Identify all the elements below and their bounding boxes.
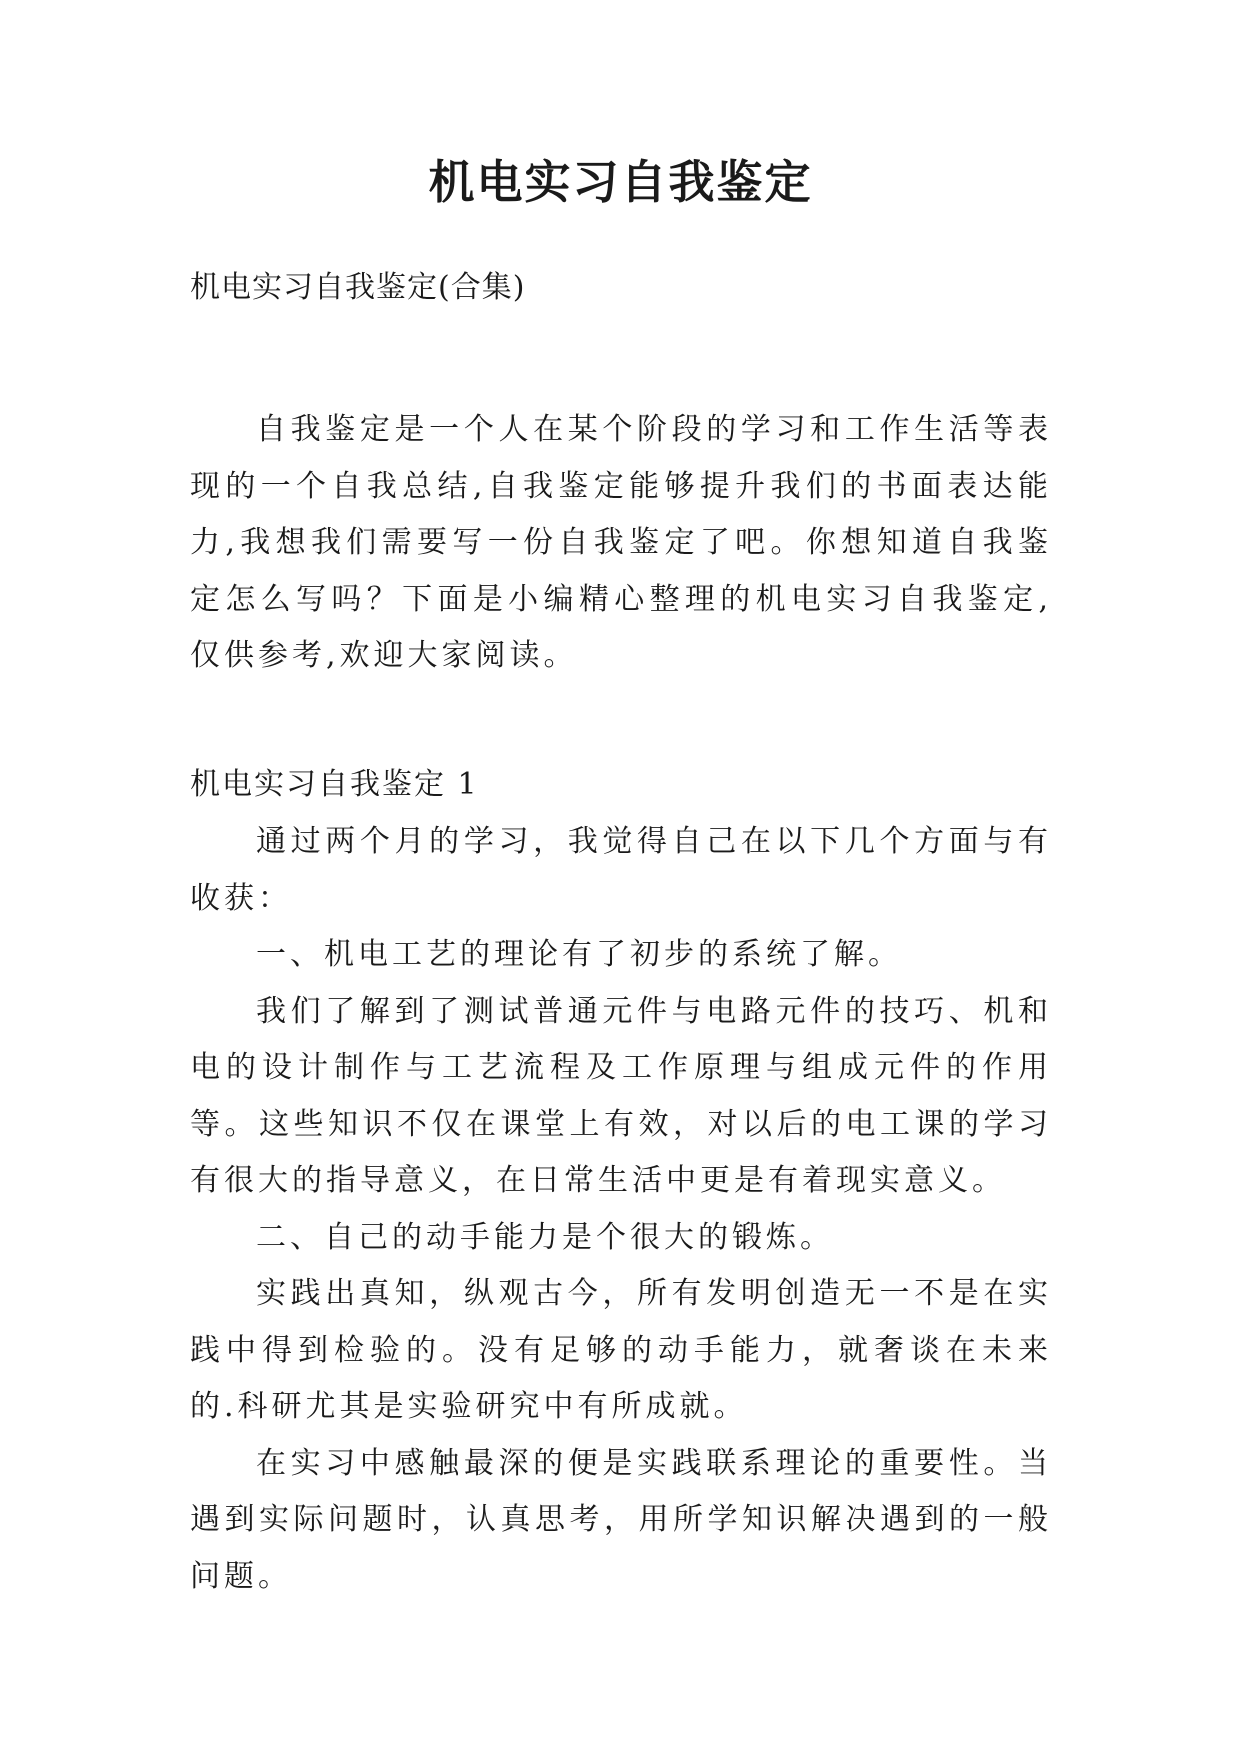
section-body: [190, 814, 1052, 1605]
body-paragraph: 二、自己的动手能力是个很大的锻炼。: [256, 1219, 834, 1255]
body-paragraph: 我们了解到了测试普通元件与电路元件的技巧、机和电的设计制作与工艺流程及工作原理与组成元件的作用等。这些知识不仅在课堂上有效，对以后的电工课的学习有很大的指导意义，在日常生活中更是有着现实意义。: [190, 993, 1052, 1198]
body-paragraph: 一、机电工艺的理论有了初步的系统了解。: [256, 937, 902, 972]
body-paragraph: 实践出真知，纵观古今，所有发明创造无一不是在实践中得到检验的。没有足够的动手能力，就奢谈在未来的.科研尤其是实验研究中有所成就。: [190, 1276, 1052, 1424]
intro-paragraph: 自我鉴定是一个人在某个阶段的学习和工作生活等表现的一个自我总结,自我鉴定能够提升我们的书面表达能力,我想我们需要写一份自我鉴定了吧。你想知道自我鉴定怎么写吗？下面是小编精心整理的机电实习自我鉴定,仅供参考,欢迎大家阅读。: [190, 412, 1052, 673]
section-heading: 机电实习自我鉴定 1: [190, 767, 479, 802]
document-subtitle: 机电实习自我鉴定(合集): [190, 270, 526, 305]
body-paragraph: 通过两个月的学习，我觉得自己在以下几个方面与有收获：: [190, 824, 1052, 916]
page-title: 机电实习自我鉴定: [428, 155, 813, 209]
body-paragraph: 在实习中感触最深的便是实践联系理论的重要性。当遇到实际问题时，认真思考，用所学知识解决遇到的一般问题。: [190, 1445, 1052, 1594]
